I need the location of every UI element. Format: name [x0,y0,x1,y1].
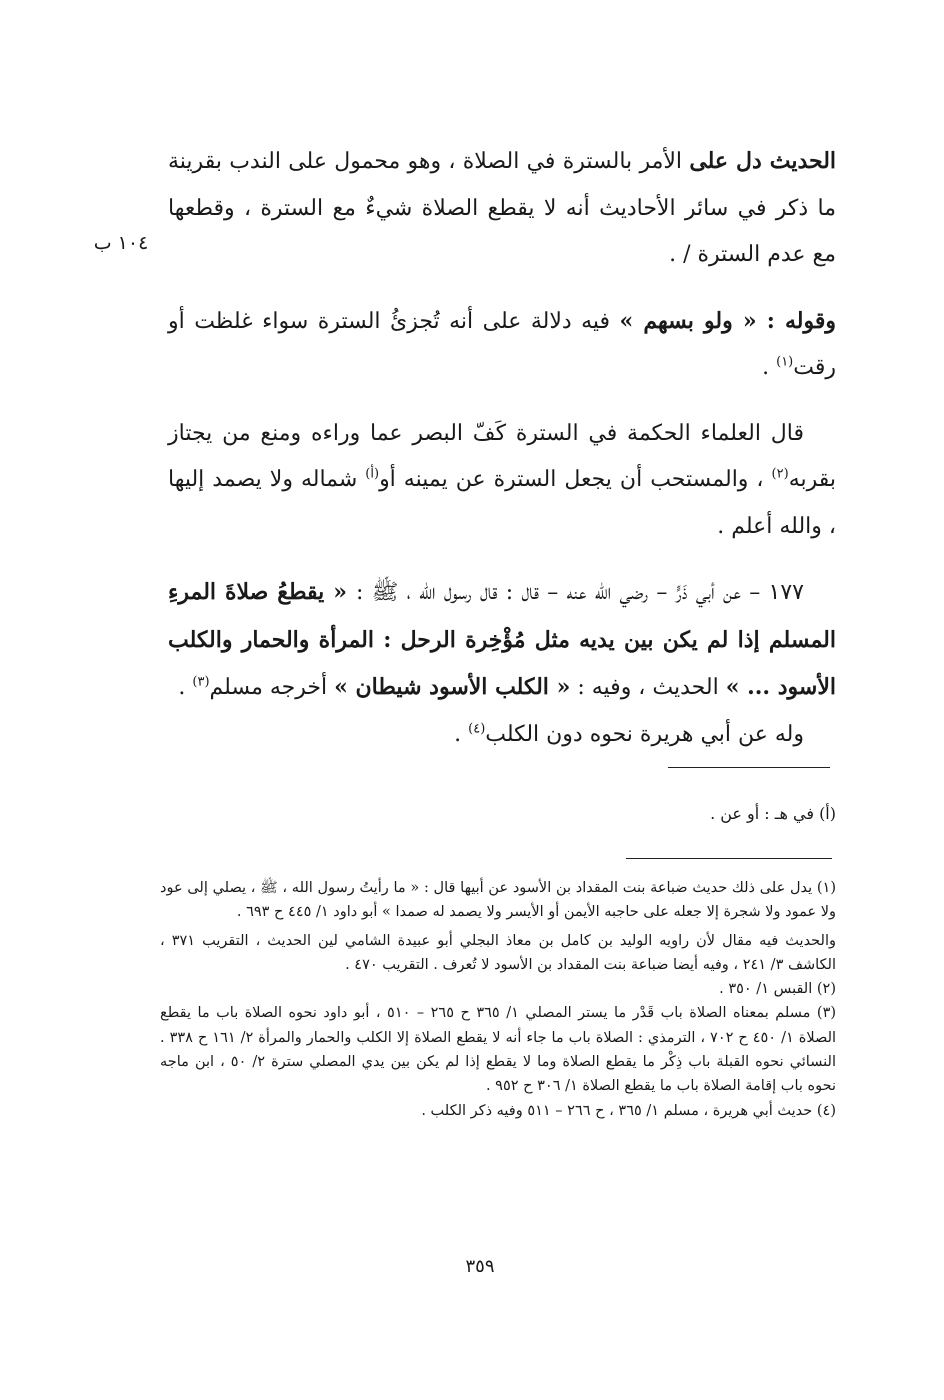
hadith-177-text-b: الحديث ، وفيه : [570,675,726,700]
main-text [168,138,836,758]
footnote-ref-3: (٣) [192,674,210,690]
paragraph-2 [168,298,836,392]
page-number: ٣٥٩ [465,1256,495,1277]
paragraph-5-text: وله عن أبي هريرة نحوه دون الكلب [485,721,804,747]
paragraph-1 [168,138,836,279]
paragraph-2-bold: وقوله : « ولو بسهم » [619,307,836,334]
paragraph-3 [168,411,836,551]
hadith-177-end: . [178,675,193,700]
variant-ref-a: (أ) [365,466,380,482]
paragraph-1-text: الأمر بالسترة في الصلاة ، وهو محمول على الندب بقرينة ما ذكر في سائر الأحاديث أنه لا يقطع الصلاة شيءٌ مع السترة ، وقطعها مع عدم السترة / . [168,149,836,267]
footnote-1: (١) يدل على ذلك حديث ضباعة بنت المقداد بن الأسود عن أبيها قال : « ما رأيتُ رسول الله ، ﷺ ، يصلي إلى عود ولا عمود ولا شجرة إلا جعله على حاجبه الأيمن أو الأيسر ولا يصمد له صمدا » أبو داود ١/ ٤٤٥ ح ٦٩٣ . [160,880,836,921]
footnote-4: (٤) حديث أبي هريرة ، مسلم ١/ ٣٦٥ ، ح ٢٦٦ – ٥١١ وفيه ذكر الكلب . [421,1102,836,1119]
hadith-177-intro: ١٧٧ – عن أبي ذَرٍّ – رضي الله عنه – قال : قال رسول الله ، ﷺ : [355,580,804,605]
paragraph-3-text-c: شماله ولا يصمد إليها ، والله أعلم . [168,467,836,539]
footnote-ref-2: (٢) [771,466,789,482]
hadith-177-matn: « يقطعُ صلاةَ المرءِ المسلم إذا لم يكن بين يديه مثل مُؤْخِرة الرحل : المرأة والحمار والكلب الأسود ... » [168,579,836,700]
paragraph-5-end: . [454,721,469,747]
variant-separator [668,767,830,768]
hadith-177-quote: « الكلب الأسود شيطان » [334,674,571,700]
footnote-3: (٣) مسلم بمعناه الصلاة باب قَدْر ما يستر المصلي ١/ ٣٦٥ ح ٢٦٥ – ٥١٠ ، أبو داود نحوه الصلاة باب ما يقطع الصلاة ١/ ٤٥٠ ح ٧٠٢ ، الترمذي : الصلاة باب ما جاء أنه لا يقطع الصلاة إلا الكلب والحمار والمرأة ٢/ ١٦١ ح ٣٣٨ . النسائي نحوه القبلة باب ذِكْر ما يقطع الصلاة وما لا يقطع إذا لم يكن بين يدي المصلي سترة ٢/ ٥٠ ، ابن ماجه نحوه باب إقامة الصلاة باب ما يقطع الصلاة ١/ ٣٠٦ ح ٩٥٢ . [160,1005,837,1095]
manuscript-folio-note: ١٠٤ ب [93,232,149,254]
paragraph-2-text: فيه دلالة على أنه تُجزئُ السترة سواء غلظت أو رقت [168,308,836,380]
footnote-1-continued: والحديث فيه مقال لأن راويه الوليد بن كامل بن معاذ البجلي أبو عبيدة الشامي لين الحديث ، التقريب ٣٧١ ، الكاشف ٣/ ٢٤١ ، وفيه أيضا ضباعة بنت المقداد بن الأسود لا تُعرف . التقريب ٤٧٠ . [160,932,836,973]
hadith-177 [168,569,836,712]
footnotes [160,876,836,1123]
hadith-177-text-c: أخرجه مسلم [209,675,335,700]
paragraph-5 [168,712,836,759]
paragraph-3-text-a: قال العلماء الحكمة في السترة كَفّ البصر عما وراءه ومنع من يجتاز بقربه [168,420,836,492]
paragraph-1-bold: الحديث دل على [689,148,837,174]
variant-note: (أ) في هـ : أو عن . [710,804,836,823]
paragraph-2-end: . [762,355,777,380]
footnote-separator [626,858,832,859]
footnote-ref-1: (١) [776,354,794,370]
paragraph-3-text-b: ، والمستحب أن يجعل السترة عن يمينه أو [379,467,772,492]
footnote-2: (٢) القبس ١/ ٣٥٠ . [719,981,836,998]
footnote-ref-4: (٤) [468,721,486,737]
